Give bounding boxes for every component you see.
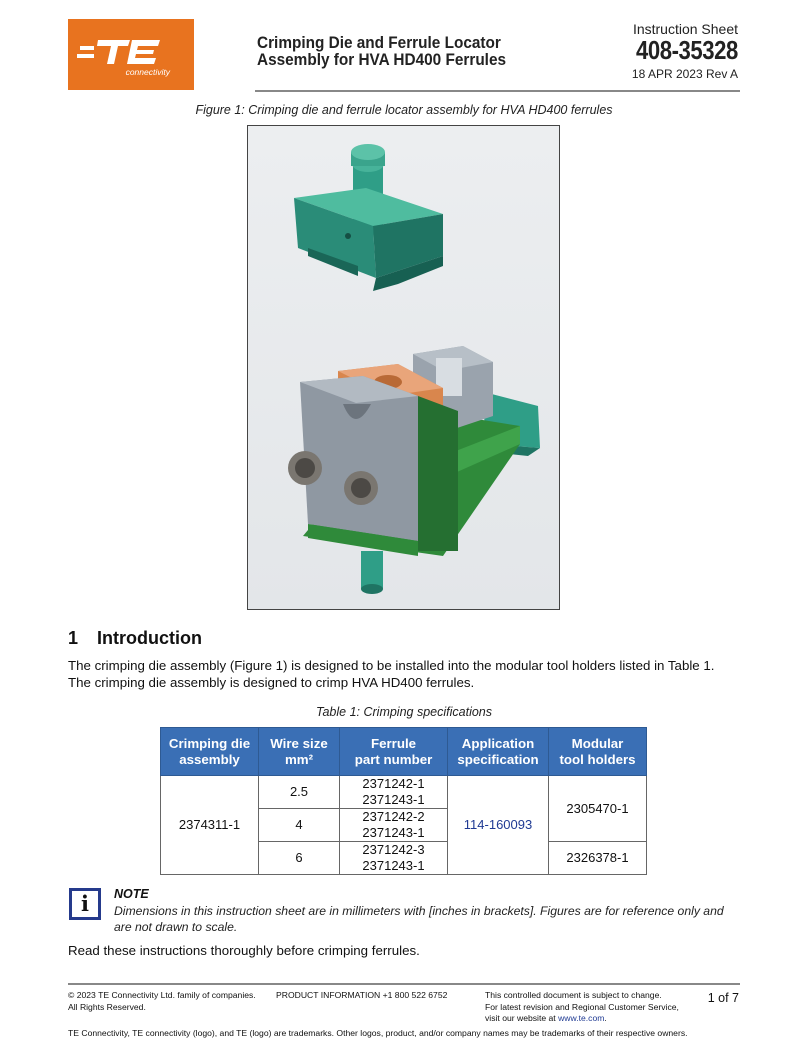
svg-text:TE: TE	[113, 52, 115, 53]
cell-ferrule: 2371242-1 2371243-1	[340, 776, 448, 809]
section-number: 1	[68, 628, 79, 648]
document-title	[257, 35, 506, 69]
figure-caption: Figure 1: Crimping die and ferrule locator assembly for HVA HD400 ferrules	[195, 103, 613, 117]
footer-copyright: © 2023 TE Connectivity Ltd. family of companies. All Rights Reserved.	[68, 990, 256, 1012]
note-title: NOTE	[114, 887, 149, 901]
cell-wire-size: 6	[259, 842, 340, 875]
table-header-row	[161, 728, 647, 776]
table-caption: Table 1: Crimping specifications	[315, 705, 492, 719]
application-spec-link[interactable]: 114-160093	[463, 817, 533, 832]
table-row	[161, 776, 647, 809]
cell-wire-size: 2.5	[259, 776, 340, 809]
footer-divider	[68, 983, 740, 985]
te-logo	[68, 19, 194, 90]
footer-control-notice: This controlled document is subject to change. For latest revision and Regional Customer Service, visit our website at www.te.com.	[485, 990, 679, 1023]
info-icon-glyph: i	[81, 891, 89, 916]
footer-trademark: TE Connectivity, TE connectivity (logo), and TE (logo) are trademarks. Other logos, product, and/or company names may be trademarks of their respective owners.	[68, 1028, 688, 1038]
note-text: Dimensions in this instruction sheet are in millimeters with [inches in brackets]. Figures are for reference only and are not drawn to scale.	[114, 904, 724, 934]
col-header-wire-size: Wire size mm²	[259, 728, 340, 776]
header-divider	[255, 90, 740, 92]
figure-1-die-assembly-illustration	[247, 125, 560, 610]
footer-product-info: PRODUCT INFORMATION +1 800 522 6752	[276, 990, 448, 1000]
logo-subtext: connectivity	[125, 67, 170, 77]
document-title-line1: Crimping Die and Ferrule Locator	[257, 34, 501, 52]
page-number: 1 of 7	[707, 991, 739, 1005]
sheet-date-revision: 18 APR 2023 Rev A	[631, 67, 738, 81]
info-icon	[69, 888, 101, 920]
sheet-label: Instruction Sheet	[632, 21, 738, 37]
cell-ferrule: 2371242-2 2371243-1	[340, 809, 448, 842]
col-header-crimping-die: Crimping die assembly	[161, 728, 259, 776]
col-header-ferrule: Ferrule part number	[340, 728, 448, 776]
cell-die-assembly: 2374311-1	[161, 776, 259, 875]
section-title: Introduction	[97, 628, 202, 648]
website-link[interactable]: www.te.com	[558, 1013, 605, 1023]
col-header-tool-holders: Modular tool holders	[549, 728, 647, 776]
sheet-number: 408-35328	[636, 35, 738, 65]
lower-assembly-part	[288, 346, 540, 594]
upper-die-part	[294, 144, 443, 291]
intro-line-2: The crimping die assembly is designed to crimp HVA HD400 ferrules.	[68, 675, 475, 690]
document-title-line2: Assembly for HVA HD400 Ferrules	[257, 51, 507, 69]
cell-ferrule: 2371242-3 2371243-1	[340, 842, 448, 875]
te-logo-mark-icon	[68, 19, 194, 90]
cell-wire-size: 4	[259, 809, 340, 842]
col-header-application-spec: Application specification	[448, 728, 549, 776]
die-assembly-illustration	[248, 126, 559, 609]
cell-tool-holder: 2326378-1	[549, 842, 647, 875]
cell-tool-holder: 2305470-1	[549, 776, 647, 842]
intro-line-1: The crimping die assembly (Figure 1) is designed to be installed into the modular tool holders listed in Table 1.	[68, 658, 715, 673]
section-heading-introduction	[68, 628, 202, 649]
crimping-specifications-table	[160, 727, 647, 875]
introduction-paragraph	[68, 657, 748, 691]
cell-application-spec[interactable]	[448, 776, 549, 875]
read-instructions-text: Read these instructions thoroughly before crimping ferrules.	[68, 943, 420, 958]
